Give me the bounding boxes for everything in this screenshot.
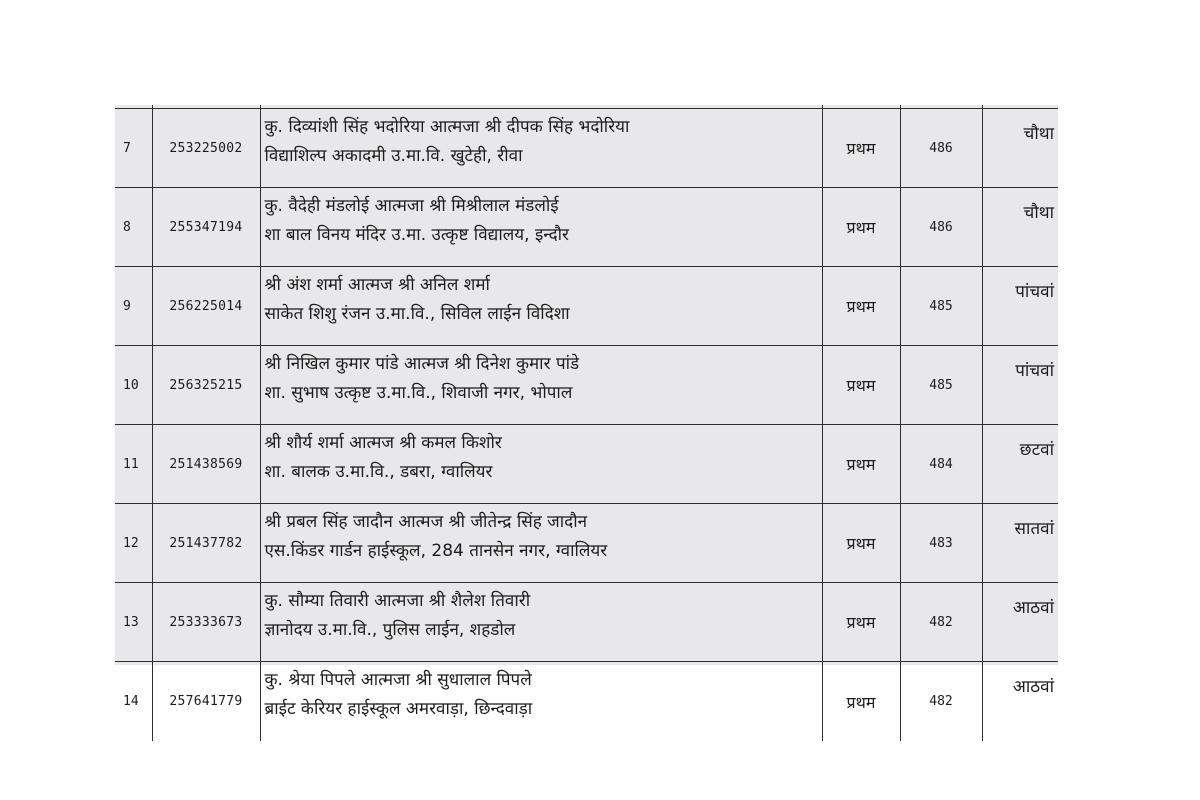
student-cell — [260, 267, 822, 346]
rank: आठवां — [982, 662, 1058, 742]
table-row — [115, 425, 1058, 504]
rank: आठवां — [982, 583, 1058, 662]
roll-number: 251437782 — [152, 504, 260, 583]
table-row — [115, 583, 1058, 662]
school-name: शा. बालक उ.मा.वि., डबरा, ग्वालियर — [264, 462, 493, 482]
roll-number: 256225014 — [152, 267, 260, 346]
school-name: एस.किंडर गार्डन हाईस्कूल, 284 तानसेन नगर, ग्वालियर — [264, 541, 608, 561]
student-cell — [260, 583, 822, 662]
student-cell — [260, 425, 822, 504]
marks: 484 — [900, 425, 982, 504]
school-name: शा बाल विनय मंदिर उ.मा. उत्कृष्ट विद्यालय, इन्दौर — [264, 225, 569, 245]
marks: 482 — [900, 662, 982, 742]
rank: सातवां — [982, 504, 1058, 583]
serial-number: 10 — [115, 346, 152, 425]
rank: पांचवां — [982, 346, 1058, 425]
division: प्रथम — [822, 267, 900, 346]
school-name: ब्राईट केरियर हाईस्कूल अमरवाड़ा, छिन्दवाड़ा — [264, 699, 533, 719]
school-name: विद्याशिल्प अकादमी उ.मा.वि. खुटेही, रीवा — [264, 146, 523, 166]
table-row — [115, 504, 1058, 583]
rank: छटवां — [982, 425, 1058, 504]
student-name: श्री अंश शर्मा आत्मज श्री अनिल शर्मा — [264, 275, 490, 295]
division: प्रथम — [822, 662, 900, 742]
student-name: कु. वैदेही मंडलोई आत्मजा श्री मिश्रीलाल मंडलोई — [264, 196, 559, 216]
student-cell — [260, 109, 822, 188]
serial-number: 7 — [115, 109, 152, 188]
student-name: श्री निखिल कुमार पांडे आत्मज श्री दिनेश कुमार पांडे — [264, 354, 580, 374]
student-name: कु. सौम्या तिवारी आत्मजा श्री शैलेश तिवारी — [264, 591, 531, 611]
division: प्रथम — [822, 425, 900, 504]
school-name: ज्ञानोदय उ.मा.वि., पुलिस लाईन, शहडोल — [264, 620, 516, 640]
serial-number: 13 — [115, 583, 152, 662]
rank: चौथा — [982, 188, 1058, 267]
rank: चौथा — [982, 109, 1058, 188]
division: प्रथम — [822, 346, 900, 425]
division: प्रथम — [822, 504, 900, 583]
merit-list-table — [115, 105, 1058, 741]
scanned-page — [115, 105, 1058, 719]
table-row — [115, 346, 1058, 425]
student-name: श्री शौर्य शर्मा आत्मज श्री कमल किशोर — [264, 433, 502, 453]
student-name: कु. श्रेया पिपले आत्मजा श्री सुधालाल पिपले — [264, 670, 532, 690]
serial-number: 11 — [115, 425, 152, 504]
roll-number: 257641779 — [152, 662, 260, 742]
student-cell — [260, 662, 822, 742]
roll-number: 253225002 — [152, 109, 260, 188]
rank: पांचवां — [982, 267, 1058, 346]
marks: 486 — [900, 188, 982, 267]
roll-number: 256325215 — [152, 346, 260, 425]
division: प्रथम — [822, 583, 900, 662]
table-row — [115, 109, 1058, 188]
table-row — [115, 188, 1058, 267]
serial-number: 8 — [115, 188, 152, 267]
roll-number: 255347194 — [152, 188, 260, 267]
serial-number: 14 — [115, 662, 152, 742]
student-name: कु. दिव्यांशी सिंह भदोरिया आत्मजा श्री दीपक सिंह भदोरिया — [264, 117, 630, 137]
student-name: श्री प्रबल सिंह जादौन आत्मज श्री जीतेन्द्र सिंह जादौन — [264, 512, 588, 532]
marks: 485 — [900, 267, 982, 346]
marks: 486 — [900, 109, 982, 188]
table-body — [115, 105, 1058, 741]
school-name: शा. सुभाष उत्कृष्ट उ.मा.वि., शिवाजी नगर, भोपाल — [264, 383, 573, 403]
student-cell — [260, 504, 822, 583]
serial-number: 9 — [115, 267, 152, 346]
roll-number: 251438569 — [152, 425, 260, 504]
student-cell — [260, 188, 822, 267]
division: प्रथम — [822, 109, 900, 188]
marks: 485 — [900, 346, 982, 425]
roll-number: 253333673 — [152, 583, 260, 662]
table-row — [115, 267, 1058, 346]
marks: 483 — [900, 504, 982, 583]
table-row — [115, 662, 1058, 742]
division: प्रथम — [822, 188, 900, 267]
marks: 482 — [900, 583, 982, 662]
student-cell — [260, 346, 822, 425]
school-name: साकेत शिशु रंजन उ.मा.वि., सिविल लाईन विदिशा — [264, 304, 570, 324]
serial-number: 12 — [115, 504, 152, 583]
